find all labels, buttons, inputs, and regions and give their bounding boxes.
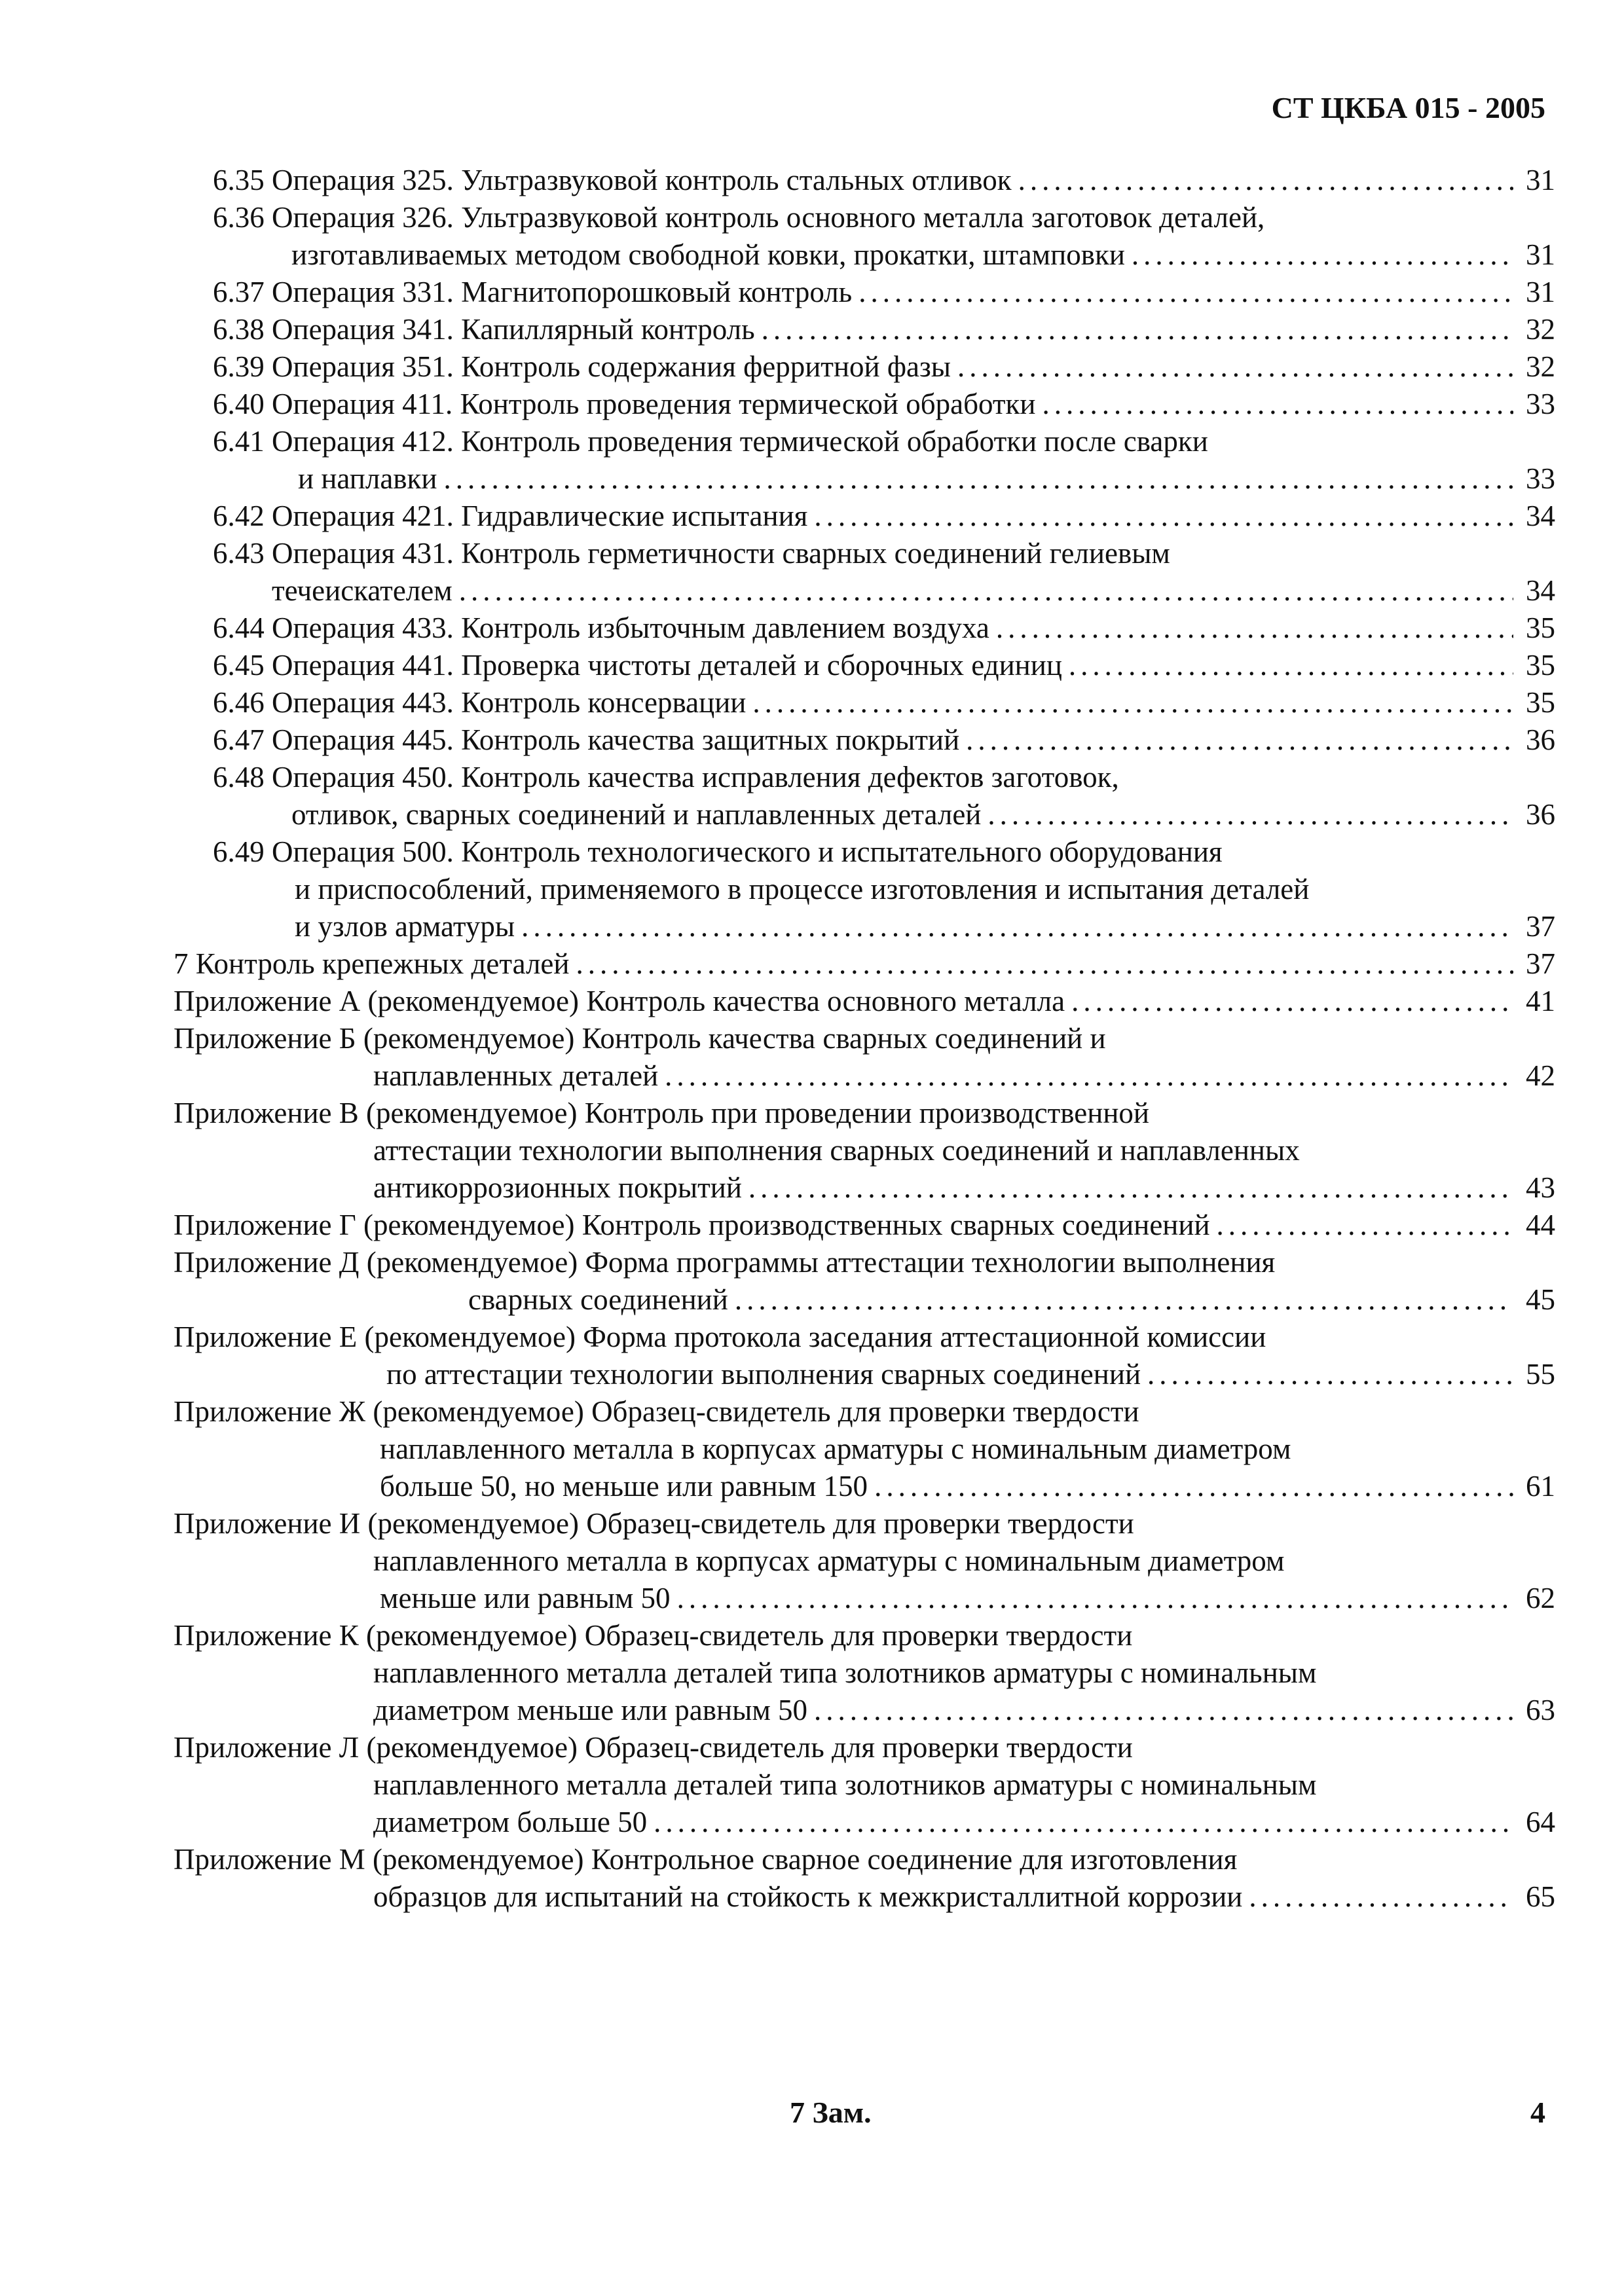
toc-entry-text: 6.35 Операция 325. Ультразвуковой контроль стальных отливок	[213, 164, 1012, 196]
toc-entry-line	[174, 1766, 1555, 1804]
toc-page-number: 64	[1526, 1806, 1555, 1838]
toc-entry-line	[174, 1505, 1555, 1542]
toc-entry-line	[174, 1430, 1555, 1468]
toc-entry-text: и приспособлений, применяемого в процессе изготовления и испытания деталей	[295, 873, 1310, 905]
toc-page-number: 36	[1526, 723, 1555, 756]
toc-entry-line	[174, 983, 1555, 1020]
toc-page-number: 35	[1526, 686, 1555, 719]
toc-entry-line	[174, 311, 1555, 348]
toc-page-number: 32	[1526, 313, 1555, 346]
toc-page-number: 55	[1526, 1358, 1555, 1391]
toc-dot-leader	[1071, 983, 1513, 1020]
table-of-contents	[174, 162, 1555, 1916]
toc-entry-text: Приложение М (рекомендуемое) Контрольное сварное соединение для изготовления	[174, 1843, 1238, 1876]
toc-entry-text: сварных соединений	[468, 1283, 728, 1316]
toc-entry-line	[174, 721, 1555, 759]
toc-dot-leader	[576, 945, 1513, 983]
toc-entry-line	[174, 1356, 1555, 1393]
toc-entry-text: 6.36 Операция 326. Ультразвуковой контроль основного металла заготовок деталей,	[213, 201, 1265, 234]
toc-page-number: 35	[1526, 649, 1555, 682]
toc-entry-text: 6.46 Операция 443. Контроль консервации	[213, 686, 747, 719]
toc-dot-leader	[1217, 1207, 1513, 1244]
toc-entry-text: Приложение А (рекомендуемое) Контроль качества основного металла	[174, 985, 1065, 1017]
toc-dot-leader	[1069, 647, 1513, 684]
toc-entry-line	[174, 833, 1555, 871]
toc-page-number: 32	[1526, 350, 1555, 383]
toc-entry-text: наплавленного металла деталей типа золотников арматуры с номинальным	[373, 1656, 1317, 1689]
toc-entry-text: образцов для испытаний на стойкость к межкристаллитной коррозии	[373, 1880, 1243, 1913]
toc-entry-line	[174, 610, 1555, 647]
toc-entry-text: 6.42 Операция 421. Гидравлические испытания	[213, 500, 808, 532]
toc-page-number: 31	[1526, 276, 1555, 308]
page-number: 4	[1530, 2096, 1545, 2129]
toc-page-number: 33	[1526, 388, 1555, 420]
toc-entry-text: Приложение Г (рекомендуемое) Контроль производственных сварных соединений	[174, 1209, 1210, 1241]
toc-entry-line	[174, 945, 1555, 983]
toc-entry-text: 6.43 Операция 431. Контроль герметичности сварных соединений гелиевым	[213, 537, 1170, 570]
toc-entry-text: аттестации технологии выполнения сварных соединений и наплавленных	[373, 1134, 1300, 1167]
toc-page-number: 37	[1526, 947, 1555, 980]
toc-entry-line	[174, 759, 1555, 796]
toc-page-number: 65	[1526, 1880, 1555, 1913]
toc-entry-line	[174, 1020, 1555, 1057]
toc-dot-leader	[459, 572, 1513, 610]
toc-dot-leader	[521, 908, 1513, 945]
toc-entry-text: наплавленного металла деталей типа золотников арматуры с номинальным	[373, 1768, 1317, 1801]
toc-entry-line	[174, 1281, 1555, 1319]
toc-page-number: 35	[1526, 611, 1555, 644]
toc-entry-line	[174, 684, 1555, 721]
change-note: 7 Зам.	[790, 2096, 872, 2129]
toc-entry-line	[174, 1207, 1555, 1244]
toc-entry-line	[174, 796, 1555, 833]
toc-page-number: 44	[1526, 1209, 1555, 1241]
toc-entry-text: течеискателем	[272, 574, 452, 607]
toc-entry-line	[174, 386, 1555, 423]
toc-dot-leader	[735, 1281, 1513, 1319]
toc-page-number: 37	[1526, 910, 1555, 943]
toc-entry-text: Приложение Д (рекомендуемое) Форма программы аттестации технологии выполнения	[174, 1246, 1276, 1279]
toc-entry-line	[174, 1095, 1555, 1132]
toc-entry-line	[174, 1169, 1555, 1207]
toc-entry-line	[174, 1692, 1555, 1729]
toc-dot-leader	[752, 684, 1513, 721]
toc-entry-text: наплавленного металла в корпусах арматуры с номинальным диаметром	[373, 1544, 1285, 1577]
toc-entry-line	[174, 535, 1555, 572]
toc-entry-line	[174, 572, 1555, 610]
toc-entry-text: 6.47 Операция 445. Контроль качества защитных покрытий	[213, 723, 960, 756]
toc-entry-text: диаметром больше 50	[373, 1806, 648, 1838]
toc-entry-line	[174, 460, 1555, 498]
document-code-header: СТ ЦКБА 015 - 2005	[1271, 91, 1545, 124]
toc-dot-leader	[1018, 162, 1513, 199]
toc-page-number: 34	[1526, 500, 1555, 532]
toc-entry-text: больше 50, но меньше или равным 150	[380, 1470, 868, 1503]
toc-entry-line	[174, 348, 1555, 386]
toc-entry-text: отливок, сварных соединений и наплавленных деталей	[291, 798, 982, 831]
toc-dot-leader	[814, 498, 1513, 535]
toc-entry-text: 6.37 Операция 331. Магнитопорошковый контроль	[213, 276, 853, 308]
toc-entry-line	[174, 423, 1555, 460]
toc-dot-leader	[1147, 1356, 1513, 1393]
toc-dot-leader	[677, 1580, 1513, 1617]
toc-entry-text: Приложение В (рекомендуемое) Контроль при проведении производственной	[174, 1097, 1150, 1129]
toc-entry-text: 6.41 Операция 412. Контроль проведения термической обработки после сварки	[213, 425, 1208, 458]
toc-entry-text: 6.38 Операция 341. Капиллярный контроль	[213, 313, 755, 346]
toc-entry-text: 6.44 Операция 433. Контроль избыточным давлением воздуха	[213, 611, 989, 644]
toc-entry-line	[174, 1804, 1555, 1841]
toc-page-number: 43	[1526, 1171, 1555, 1204]
toc-entry-line	[174, 1617, 1555, 1654]
toc-entry-line	[174, 647, 1555, 684]
toc-entry-text: наплавленных деталей	[373, 1059, 659, 1092]
toc-page-number: 41	[1526, 985, 1555, 1017]
toc-entry-line	[174, 1542, 1555, 1580]
toc-entry-text: наплавленного металла в корпусах арматуры с номинальным диаметром	[380, 1432, 1291, 1465]
toc-entry-text: 6.39 Операция 351. Контроль содержания ферритной фазы	[213, 350, 951, 383]
toc-entry-text: и узлов арматуры	[295, 910, 515, 943]
toc-dot-leader	[444, 460, 1514, 498]
toc-dot-leader	[1132, 236, 1513, 274]
toc-dot-leader	[654, 1804, 1513, 1841]
toc-entry-line	[174, 498, 1555, 535]
toc-dot-leader	[987, 796, 1513, 833]
toc-page-number: 45	[1526, 1283, 1555, 1316]
toc-page-number: 36	[1526, 798, 1555, 831]
toc-entry-text: изготавливаемых методом свободной ковки, прокатки, штамповки	[291, 238, 1125, 271]
toc-entry-line	[174, 1132, 1555, 1169]
toc-entry-line	[174, 1729, 1555, 1766]
toc-entry-text: Приложение К (рекомендуемое) Образец-свидетель для проверки твердости	[174, 1619, 1133, 1652]
toc-page-number: 42	[1526, 1059, 1555, 1092]
toc-entry-text: Приложение И (рекомендуемое) Образец-свидетель для проверки твердости	[174, 1507, 1134, 1540]
toc-entry-text: антикоррозионных покрытий	[373, 1171, 742, 1204]
toc-entry-text: 6.45 Операция 441. Проверка чистоты деталей и сборочных единиц	[213, 649, 1062, 682]
toc-entry-text: 6.48 Операция 450. Контроль качества исправления дефектов заготовок,	[213, 761, 1119, 793]
toc-dot-leader	[957, 348, 1513, 386]
toc-page-number: 33	[1526, 462, 1555, 495]
toc-page-number: 62	[1526, 1582, 1555, 1614]
toc-dot-leader	[1249, 1878, 1513, 1916]
toc-entry-text: по аттестации технологии выполнения сварных соединений	[386, 1358, 1141, 1391]
toc-entry-text: и наплавки	[298, 462, 437, 495]
toc-dot-leader	[814, 1692, 1513, 1729]
toc-entry-line	[174, 1878, 1555, 1916]
toc-entry-line	[174, 1468, 1555, 1505]
toc-dot-leader	[996, 610, 1513, 647]
toc-page-number: 31	[1526, 164, 1555, 196]
toc-entry-line	[174, 274, 1555, 311]
toc-dot-leader	[665, 1057, 1513, 1095]
toc-entry-line	[174, 199, 1555, 236]
toc-dot-leader	[1043, 386, 1513, 423]
toc-entry-text: 6.40 Операция 411. Контроль проведения термической обработки	[213, 388, 1036, 420]
toc-entry-line	[174, 908, 1555, 945]
toc-entry-text: 6.49 Операция 500. Контроль технологического и испытательного оборудования	[213, 835, 1223, 868]
toc-dot-leader	[874, 1468, 1513, 1505]
toc-entry-line	[174, 1057, 1555, 1095]
toc-page-number: 63	[1526, 1694, 1555, 1726]
toc-entry-text: 7 Контроль крепежных деталей	[174, 947, 570, 980]
toc-page-number: 31	[1526, 238, 1555, 271]
toc-dot-leader	[966, 721, 1513, 759]
toc-entry-line	[174, 1244, 1555, 1281]
toc-entry-text: Приложение Е (рекомендуемое) Форма протокола заседания аттестационной комиссии	[174, 1321, 1266, 1353]
toc-dot-leader	[762, 311, 1513, 348]
toc-page-number: 34	[1526, 574, 1555, 607]
toc-entry-text: Приложение Л (рекомендуемое) Образец-свидетель для проверки твердости	[174, 1731, 1133, 1764]
toc-entry-line	[174, 871, 1555, 908]
toc-page-number: 61	[1526, 1470, 1555, 1503]
toc-entry-line	[174, 1319, 1555, 1356]
toc-dot-leader	[858, 274, 1513, 311]
toc-entry-line	[174, 162, 1555, 199]
toc-entry-text: Приложение Ж (рекомендуемое) Образец-свидетель для проверки твердости	[174, 1395, 1139, 1428]
toc-entry-line	[174, 1841, 1555, 1878]
toc-entry-text: меньше или равным 50	[380, 1582, 671, 1614]
toc-dot-leader	[748, 1169, 1513, 1207]
toc-entry-line	[174, 1654, 1555, 1692]
toc-entry-line	[174, 236, 1555, 274]
toc-entry-text: Приложение Б (рекомендуемое) Контроль качества сварных соединений и	[174, 1022, 1106, 1055]
toc-entry-text: диаметром меньше или равным 50	[373, 1694, 808, 1726]
toc-entry-line	[174, 1580, 1555, 1617]
toc-entry-line	[174, 1393, 1555, 1430]
